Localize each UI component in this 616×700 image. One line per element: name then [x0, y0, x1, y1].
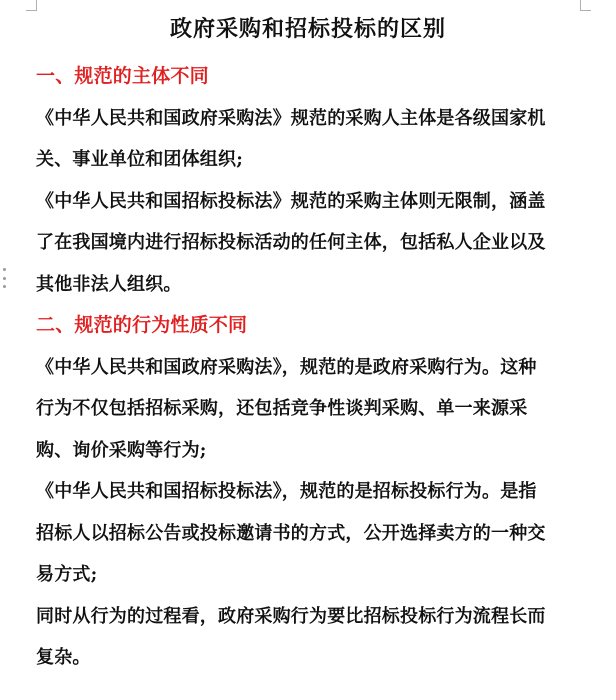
section-2-heading: 二、规范的行为性质不同 — [36, 314, 248, 336]
section-2-line: 易方式; — [36, 564, 98, 585]
section-2-line: 行为不仅包括招标采购，还包括竞争性谈判采购、单一来源采 — [36, 398, 528, 419]
section-1-line: 《中华人民共和国招标投标法》规范的采购主体则无限制，涵盖 — [36, 190, 546, 212]
section-1-line: 了在我国境内进行招标投标活动的任何主体，包括私人企业以及 — [36, 232, 546, 253]
section-2-line: 《中华人民共和国招标投标法》，规范的是招标投标行为。是指 — [36, 481, 537, 502]
document-body — [36, 56, 576, 679]
section-2-line: 复杂。 — [36, 647, 91, 668]
section-1-line: 《中华人民共和国政府采购法》规范的采购人主体是各级国家机 — [36, 107, 546, 129]
page-corner-mark-left — [26, 0, 37, 11]
section-1-line: 其他非法人组织。 — [36, 273, 182, 295]
section-2-line: 同时从行为的过程看，政府采购行为要比招标投标行为流程长而 — [36, 605, 546, 627]
page-corner-mark-right — [580, 0, 591, 11]
section-1-line: 关、事业单位和团体组织; — [36, 149, 244, 170]
section-2-line: 《中华人民共和国政府采购法》，规范的是政府采购行为。这种 — [36, 356, 537, 378]
section-2-line: 招标人以招标公告或投标邀请书的方式，公开选择卖方的一种交 — [36, 522, 546, 544]
drag-handle-icon[interactable] — [1, 268, 7, 288]
document-title: 政府采购和招标投标的区别 — [169, 16, 446, 42]
section-1-heading: 一、规范的主体不同 — [36, 65, 209, 87]
section-2-line: 购、询价采购等行为; — [36, 439, 207, 461]
